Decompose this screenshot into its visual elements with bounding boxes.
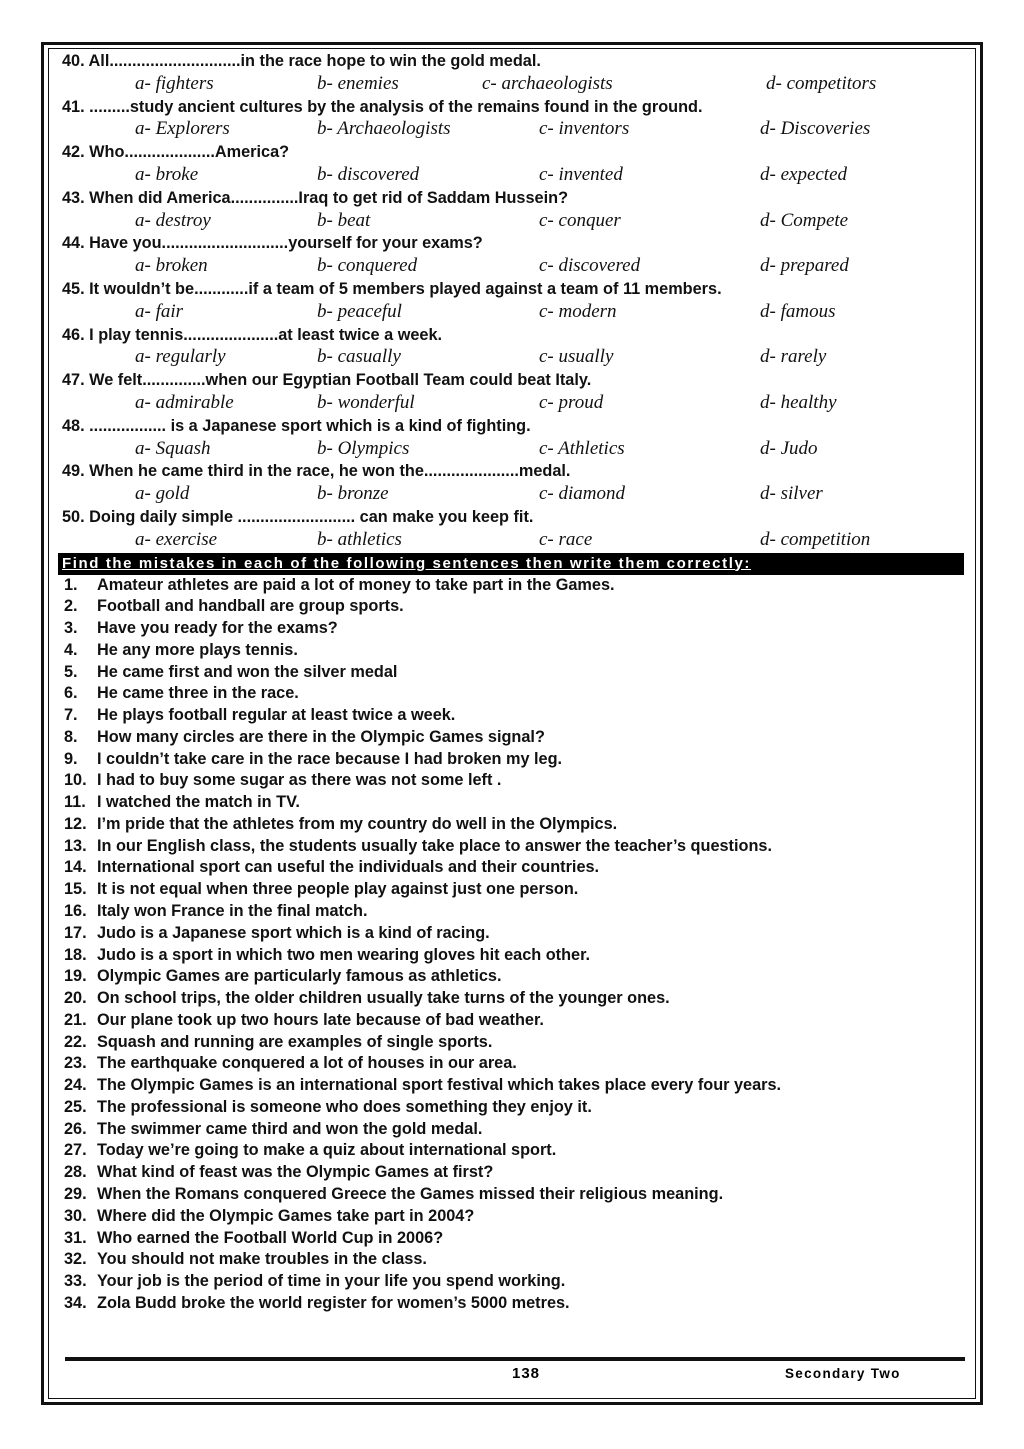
worksheet-content — [62, 50, 970, 1315]
item-text: He came first and won the silver medal — [97, 662, 398, 681]
list-item — [62, 836, 970, 858]
option-a: a- gold — [135, 483, 190, 505]
item-number: 32. — [64, 1250, 87, 1269]
item-number: 28. — [64, 1163, 87, 1182]
item-text: When the Romans conquered Greece the Games missed their religious meaning. — [97, 1184, 724, 1203]
list-item — [62, 1228, 970, 1250]
item-number: 9. — [64, 749, 78, 768]
option-d: d- rarely — [760, 346, 827, 368]
item-number: 26. — [64, 1119, 87, 1138]
list-item — [62, 1140, 970, 1162]
item-number: 25. — [64, 1097, 87, 1116]
answer-options — [62, 118, 970, 141]
item-number: 6. — [64, 684, 78, 703]
item-number: 13. — [64, 836, 87, 855]
item-number: 14. — [64, 858, 87, 877]
footer-rule — [65, 1357, 965, 1361]
item-text: Your job is the period of time in your life you spend working. — [97, 1272, 566, 1291]
option-b: b- enemies — [317, 72, 399, 94]
answer-options — [62, 346, 970, 369]
item-number: 22. — [64, 1032, 87, 1051]
item-text: Today we’re going to make a quiz about international sport. — [97, 1141, 557, 1160]
item-text: On school trips, the older children usually take turns of the younger ones. — [97, 989, 670, 1008]
item-text: He came three in the race. — [97, 684, 299, 703]
question-text: 50. Doing daily simple .......................... can make you keep fit. — [62, 507, 534, 526]
option-a: a- fighters — [135, 72, 214, 94]
item-text: The swimmer came third and won the gold medal. — [97, 1119, 483, 1138]
item-text: I couldn’t take care in the race because I had broken my leg. — [97, 749, 563, 768]
item-text: Italy won France in the final match. — [97, 902, 368, 921]
option-c: c- usually — [539, 346, 614, 368]
item-number: 1. — [64, 575, 78, 594]
item-number: 15. — [64, 880, 87, 899]
item-number: 17. — [64, 923, 87, 942]
list-item — [62, 662, 970, 684]
item-number: 5. — [64, 662, 78, 681]
list-item — [62, 618, 970, 640]
option-d: d- Compete — [760, 209, 849, 231]
item-number: 23. — [64, 1054, 87, 1073]
list-item — [62, 575, 970, 597]
option-c: c- modern — [539, 300, 617, 322]
option-b: b- peaceful — [317, 300, 402, 322]
option-c: c- invented — [539, 163, 623, 185]
item-number: 7. — [64, 706, 78, 725]
answer-options — [62, 438, 970, 461]
list-item — [62, 1162, 970, 1184]
mistakes-list — [62, 575, 970, 1315]
item-number: 19. — [64, 967, 87, 986]
option-c: c- race — [539, 528, 593, 550]
option-a: a- regularly — [135, 346, 226, 368]
item-text: You should not make troubles in the class. — [97, 1250, 427, 1269]
question-text: 44. Have you............................yourself for your exams? — [62, 234, 483, 253]
option-c: c- diamond — [539, 483, 626, 505]
option-c: c- discovered — [539, 255, 641, 277]
item-text: How many circles are there in the Olympic Games signal? — [97, 727, 545, 746]
answer-options — [62, 210, 970, 233]
answer-options — [62, 255, 970, 278]
item-text: In our English class, the students usually take place to answer the teacher’s questions. — [97, 836, 772, 855]
item-text: Where did the Olympic Games take part in 2004? — [97, 1206, 475, 1225]
section-title: Find the mistakes in each of the following sentences then write them correctly: — [58, 553, 964, 575]
item-number: 3. — [64, 619, 78, 638]
item-number: 21. — [64, 1010, 87, 1029]
option-d: d- prepared — [760, 255, 849, 277]
item-text: He plays football regular at least twice a week. — [97, 706, 456, 725]
item-number: 10. — [64, 771, 87, 790]
item-text: I watched the match in TV. — [97, 793, 300, 812]
list-item — [62, 727, 970, 749]
list-item — [62, 640, 970, 662]
option-c: c- archaeologists — [482, 72, 613, 94]
item-text: Our plane took up two hours late because of bad weather. — [97, 1010, 544, 1029]
item-number: 30. — [64, 1206, 87, 1225]
option-a: a- broken — [135, 255, 208, 277]
item-text: I had to buy some sugar as there was not some left . — [97, 771, 502, 790]
item-text: Judo is a sport in which two men wearing gloves hit each other. — [97, 945, 591, 964]
question-text: 46. I play tennis.....................at least twice a week. — [62, 325, 443, 344]
option-d: d- competitors — [766, 72, 877, 94]
item-text: The professional is someone who does something they enjoy it. — [97, 1097, 592, 1116]
list-item — [62, 1053, 970, 1075]
item-text: Judo is a Japanese sport which is a kind of racing. — [97, 923, 490, 942]
item-text: Who earned the Football World Cup in 2006? — [97, 1228, 444, 1247]
list-item — [62, 923, 970, 945]
answer-options — [62, 164, 970, 187]
option-a: a- exercise — [135, 528, 218, 550]
option-a: a- Explorers — [135, 118, 230, 140]
option-a: a- broke — [135, 163, 199, 185]
option-b: b- beat — [317, 209, 371, 231]
question-text: 40. All.............................in the race hope to win the gold medal. — [62, 52, 541, 70]
question-text: 49. When he came third in the race, he won the.....................medal. — [62, 462, 571, 481]
option-b: b- discovered — [317, 163, 420, 185]
list-item — [62, 1075, 970, 1097]
list-item — [62, 1119, 970, 1141]
mcq-list — [62, 50, 970, 552]
list-item — [62, 879, 970, 901]
item-number: 11. — [64, 793, 86, 812]
question-text: 45. It wouldn’t be............if a team of 5 members played against a team of 11 members. — [62, 279, 722, 298]
option-d: d- famous — [760, 300, 836, 322]
option-a: a- fair — [135, 300, 184, 322]
answer-options — [62, 73, 970, 96]
list-item — [62, 705, 970, 727]
list-item — [62, 1010, 970, 1032]
list-item — [62, 966, 970, 988]
option-c: c- proud — [539, 391, 604, 413]
list-item — [62, 749, 970, 771]
option-d: d- healthy — [760, 391, 837, 413]
item-number: 18. — [64, 945, 87, 964]
option-c: c- Athletics — [539, 437, 625, 459]
option-d: d- expected — [760, 163, 848, 185]
question-text: 41. .........study ancient cultures by the analysis of the remains found in the ground. — [62, 97, 703, 116]
list-item — [62, 1249, 970, 1271]
item-number: 4. — [64, 640, 78, 659]
page-number: 138 — [512, 1365, 541, 1382]
item-text: Have you ready for the exams? — [97, 619, 338, 638]
list-item — [62, 683, 970, 705]
list-item — [62, 814, 970, 836]
item-number: 16. — [64, 902, 87, 921]
item-text: He any more plays tennis. — [97, 640, 298, 659]
option-a: a- destroy — [135, 209, 211, 231]
list-item — [62, 1293, 970, 1315]
item-text: I’m pride that the athletes from my country do well in the Olympics. — [97, 814, 618, 833]
item-text: International sport can useful the individuals and their countries. — [97, 858, 600, 877]
answer-options — [62, 392, 970, 415]
option-b: b- wonderful — [317, 391, 415, 413]
item-number: 2. — [64, 597, 78, 616]
answer-options — [62, 483, 970, 506]
option-d: d- silver — [760, 483, 823, 505]
list-item — [62, 1271, 970, 1293]
item-text: The Olympic Games is an international sport festival which takes place every four years. — [97, 1076, 782, 1095]
list-item — [62, 988, 970, 1010]
item-number: 31. — [64, 1228, 87, 1247]
list-item — [62, 1184, 970, 1206]
list-item — [62, 901, 970, 923]
question-text: 48. ................. is a Japanese sport which is a kind of fighting. — [62, 416, 531, 435]
item-text: Amateur athletes are paid a lot of money to take part in the Games. — [97, 575, 615, 594]
option-d: d- Judo — [760, 437, 818, 459]
answer-options — [62, 529, 970, 552]
option-b: b- casually — [317, 346, 401, 368]
question-text: 42. Who....................America? — [62, 143, 290, 162]
item-number: 20. — [64, 989, 87, 1008]
option-a: a- admirable — [135, 391, 234, 413]
option-d: d- Discoveries — [760, 118, 871, 140]
option-c: c- conquer — [539, 209, 621, 231]
item-number: 27. — [64, 1141, 87, 1160]
item-text: Football and handball are group sports. — [97, 597, 404, 616]
option-b: b- bronze — [317, 483, 389, 505]
item-text: The earthquake conquered a lot of houses in our area. — [97, 1054, 517, 1073]
list-item — [62, 1206, 970, 1228]
item-text: Squash and running are examples of single sports. — [97, 1032, 493, 1051]
option-d: d- competition — [760, 528, 871, 550]
list-item — [62, 1097, 970, 1119]
list-item — [62, 945, 970, 967]
list-item — [62, 857, 970, 879]
item-number: 8. — [64, 727, 78, 746]
answer-options — [62, 301, 970, 324]
list-item — [62, 770, 970, 792]
item-text: Zola Budd broke the world register for women’s 5000 metres. — [97, 1293, 570, 1312]
item-number: 33. — [64, 1272, 87, 1291]
item-number: 34. — [64, 1293, 87, 1312]
option-a: a- Squash — [135, 437, 211, 459]
item-text: Olympic Games are particularly famous as athletics. — [97, 967, 502, 986]
question-text: 47. We felt..............when our Egyptian Football Team could beat Italy. — [62, 371, 592, 390]
option-b: b- athletics — [317, 528, 402, 550]
item-number: 29. — [64, 1184, 87, 1203]
list-item — [62, 1032, 970, 1054]
option-b: b- Olympics — [317, 437, 410, 459]
level-label: Secondary Two — [785, 1366, 901, 1381]
option-b: b- Archaeologists — [317, 118, 451, 140]
item-number: 12. — [64, 814, 87, 833]
item-number: 24. — [64, 1076, 87, 1095]
question-text: 43. When did America...............Iraq to get rid of Saddam Hussein? — [62, 188, 569, 207]
item-text: What kind of feast was the Olympic Games at first? — [97, 1163, 494, 1182]
option-c: c- inventors — [539, 118, 630, 140]
list-item — [62, 792, 970, 814]
list-item — [62, 596, 970, 618]
item-text: It is not equal when three people play against just one person. — [97, 880, 579, 899]
option-b: b- conquered — [317, 255, 418, 277]
